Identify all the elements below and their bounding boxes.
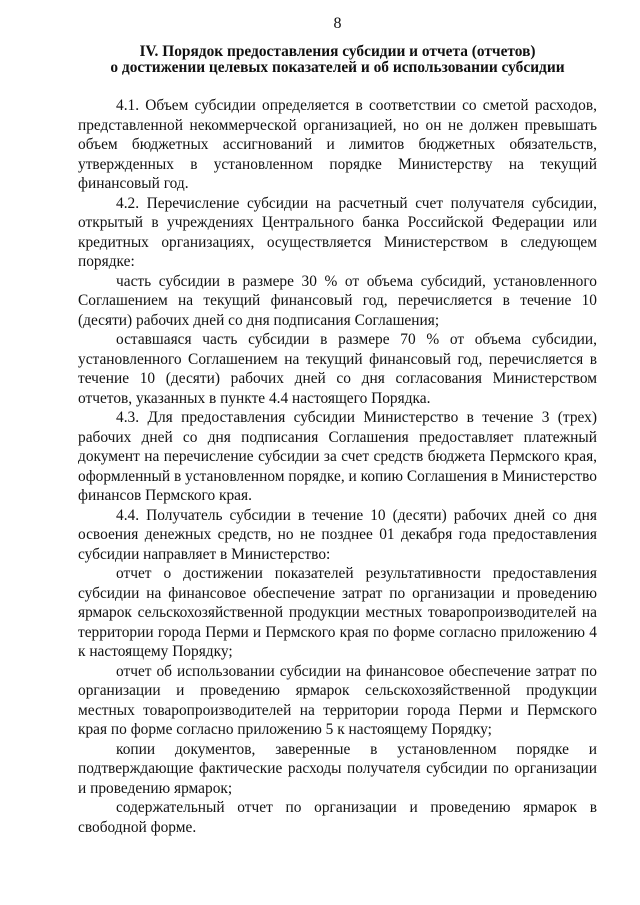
paragraph-4-1: 4.1. Объем субсидии определяется в соответствии со сметой расходов, представленной некоммерческой организацией, но он не должен превышать объем бюджетных ассигнований и лимитов бюджетных обязательств, утвержденных в установленном порядке Министерству на текущий финансовый год.	[78, 97, 597, 192]
section-heading	[78, 44, 597, 76]
paragraph-4-4: 4.4. Получатель субсидии в течение 10 (десяти) рабочих дней со дня освоения денежных средств, но не позднее 01 декабря года предоставления субсидии направляет в Министерство:	[78, 506, 597, 563]
paragraph-report-usage: отчет об использовании субсидии на финансовое обеспечение затрат по организации и проведению ярмарок сельскохозяйственной продукции местных товаропроизводителей на территории города Перми и Пермского края по форме согласно приложению 5 к настоящему Порядку;	[78, 662, 597, 738]
paragraph-report-indicators: отчет о достижении показателей результативности предоставления субсидии на финансовое обеспечение затрат по организации и проведению ярмарок сельскохозяйственной продукции местных товаропроизводителей на территории города Перми и Пермского края по форме согласно приложению 4 к настоящему Порядку;	[78, 565, 597, 660]
document-page	[78, 14, 597, 837]
paragraph-document-copies: копии документов, заверенные в установленном порядке и подтверждающие фактические расходы получателя субсидии по организации и проведению ярмарок;	[78, 740, 597, 797]
paragraph-4-2: 4.2. Перечисление субсидии на расчетный счет получателя субсидии, открытый в учреждениях Центрального банка Российской Федерации или кредитных организациях, осуществляется Министерством в следующем порядке:	[78, 194, 597, 270]
paragraph-transfer-first-part: часть субсидии в размере 30 % от объема субсидий, установленного Соглашением на текущий финансовый год, перечисляется в течение 10 (десяти) рабочих дней со дня подписания Соглашения;	[78, 272, 597, 329]
paragraph-4-3: 4.3. Для предоставления субсидии Министерство в течение 3 (трех) рабочих дней со дня подписания Соглашения предоставляет платежный документ на перечисление субсидии за счет средств бюджета Пермского края, оформленный в установленном порядке, и копию Соглашения в Министерство финансов Пермского края.	[78, 409, 597, 504]
section-heading-line-2: о достижении целевых показателей и об использовании субсидии	[110, 59, 565, 76]
paragraph-transfer-remaining-part: оставшаяся часть субсидии в размере 70 % от объема субсидии, установленного Соглашением на текущий финансовый год, перечисляется в течение 10 (десяти) рабочих дней со дня согласования Министерством отчетов, указанных в пункте 4.4 настоящего Порядка.	[78, 331, 597, 407]
section-heading-line-1: IV. Порядок предоставления субсидии и отчета (отчетов)	[139, 43, 536, 60]
paragraph-content-report: содержательный отчет по организации и проведению ярмарок в свободной форме.	[78, 799, 597, 836]
page-number: 8	[333, 15, 342, 32]
